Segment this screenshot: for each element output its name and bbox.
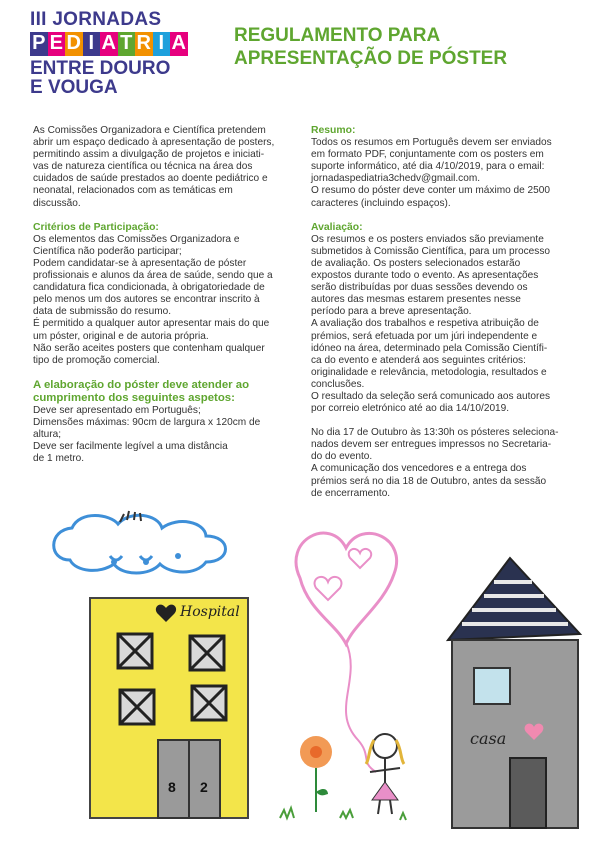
text-line: jornadaspediatria3chedv@gmail.com.	[311, 173, 481, 185]
child-drawing-illustration	[0, 500, 599, 841]
logo-line-3: ENTRE DOURO	[30, 58, 171, 79]
logo-letter: D	[66, 32, 81, 54]
criterios-heading: Critérios de Participação:	[33, 221, 159, 233]
entrega-text	[311, 427, 579, 500]
text-line: Deve ser facilmente legível a uma distância	[33, 441, 228, 453]
event-logo	[30, 10, 200, 97]
cloud-drawing	[54, 511, 226, 573]
text-line: Os elementos das Comissões Organizadora e	[33, 233, 240, 245]
text-line: neonatal, relacionados com as temáticas em	[33, 185, 233, 197]
logo-letter: E	[48, 32, 66, 56]
door-number-left: 8	[168, 779, 176, 795]
text-line: Não serão aceites posters que contenham qualquer	[33, 342, 265, 354]
page-title	[234, 24, 564, 70]
text-line: abrir um espaço dedicado à apresentação de posters,	[33, 137, 275, 149]
text-line: A comunicação dos vencedores e a entrega dos	[311, 463, 527, 475]
text-line: Podem candidatar-se à apresentação de póster	[33, 257, 247, 269]
text-line: expostos durante todo o evento. As apresentações	[311, 270, 539, 282]
text-line: Os resumos e os posters enviados são previamente	[311, 233, 544, 245]
text-line: em formato PDF, conjuntamente com os posters em	[311, 149, 544, 161]
text-line: É permitido a qualquer autor apresentar mais do que	[33, 318, 270, 330]
door-number-right: 2	[200, 779, 208, 795]
text-line: um póster, original e de autoria própria.	[33, 330, 209, 342]
text-line: Científica não poderão participar;	[33, 245, 182, 257]
hospital-label: Hospital	[180, 604, 240, 620]
logo-line-4: E VOUGA	[30, 77, 118, 98]
intro-paragraph	[33, 125, 301, 210]
text-line: prémios será no dia 18 de Outubro, antes da sessão	[311, 475, 547, 487]
text-line: de 1 metro.	[33, 453, 85, 465]
house-drawing	[448, 558, 580, 828]
text-line: O resumo do póster deve conter um máximo de 2500	[311, 185, 551, 197]
criterios-text	[33, 234, 301, 367]
text-line: profissionais e alunos da área de saúde, sendo que a	[33, 270, 273, 282]
text-line: candidatura fica condicionada, à obrigatoriedade de	[33, 282, 265, 294]
text-line: ca do evento e atenderá aos seguintes critérios:	[311, 354, 526, 366]
text-line: idóneo na área, determinado pela Comissão Científi-	[311, 342, 548, 354]
text-line: Todos os resumos em Português devem ser enviados	[311, 137, 552, 149]
text-line: Dimensões máximas: 90cm de largura x 120cm de	[33, 416, 261, 428]
logo-line-1: III JORNADAS	[30, 9, 162, 30]
text-line: permitindo assim a divulgação de projetos e iniciati-	[33, 149, 265, 161]
text-line: A avaliação dos trabalhos e respetiva atribuição de	[311, 318, 539, 330]
text-line: O resultado da seleção será comunicado aos autores	[311, 390, 551, 402]
text-line: período para a breve apresentação.	[311, 306, 472, 318]
text-line: de encerramento.	[311, 487, 391, 499]
text-line: vas de natureza científica ou técnica na área dos	[33, 161, 253, 173]
text-line: discussão.	[33, 197, 81, 209]
elaboracao-heading	[33, 379, 301, 405]
title-line-1: REGULAMENTO PARA	[234, 25, 441, 46]
logo-letter: P	[30, 32, 48, 56]
left-column	[33, 125, 301, 465]
text-line: prémios, será efetuada por um júri independente e	[311, 330, 538, 342]
text-line: Deve ser apresentado em Português;	[33, 404, 201, 416]
text-line: cumprimento dos seguintes aspetos:	[33, 391, 235, 404]
logo-letter: A	[171, 32, 186, 54]
avaliacao-text	[311, 234, 579, 415]
house-label: casa	[470, 729, 507, 748]
title-line-2: APRESENTAÇÃO DE PÓSTER	[234, 48, 508, 69]
hospital-drawing	[90, 598, 248, 818]
text-line: No dia 17 de Outubro às 13:30h os pósteres seleciona-	[311, 427, 559, 439]
text-line: suporte informático, até dia 4/10/2019, para o email:	[311, 161, 545, 173]
text-line: do do evento.	[311, 451, 373, 463]
text-line: originalidade e relevância, metodologia, resultados e	[311, 366, 547, 378]
resumo-text	[311, 137, 579, 210]
logo-letter: T	[118, 32, 136, 56]
text-line: de avaliação. Os posters selecionados estarão	[311, 257, 521, 269]
right-column	[311, 125, 579, 500]
logo-pediatria-word	[30, 32, 200, 56]
text-line: A elaboração do póster deve atender ao	[33, 378, 250, 391]
text-line: submetidos à Comissão Científica, para um processo	[311, 245, 550, 257]
text-line: cuidados de saúde prestados ao doente pediátrico e	[33, 173, 268, 185]
resumo-heading: Resumo:	[311, 125, 356, 136]
text-line: autores das mesmas estarem presentes nesse	[311, 294, 521, 306]
text-line: altura;	[33, 428, 62, 440]
logo-letter: I	[83, 32, 101, 56]
text-line: tipo de promoção comercial.	[33, 354, 160, 366]
text-line: caracteres (incluindo espaços).	[311, 197, 451, 209]
text-line: data de submissão do resumo.	[33, 306, 172, 318]
text-line: conclusões.	[311, 378, 365, 390]
text-line: As Comissões Organizadora e Científica pretendem	[33, 125, 266, 136]
girl-drawing	[366, 734, 404, 814]
text-line: pelo menos um dos autores se encontrar inscrito à	[33, 294, 260, 306]
logo-letter: A	[101, 32, 116, 54]
logo-letter: R	[136, 32, 151, 54]
avaliacao-heading: Avaliação:	[311, 221, 363, 233]
text-line: serão distribuídas por duas sessões devendo os	[311, 282, 528, 294]
text-line: nados devem ser entregues impressos no Secretaria-	[311, 439, 552, 451]
elaboracao-text	[33, 405, 301, 465]
text-line: por correio eletrónico até ao dia 14/10/2019.	[311, 403, 510, 415]
logo-letter: I	[153, 32, 171, 56]
flower-drawing	[300, 736, 332, 812]
